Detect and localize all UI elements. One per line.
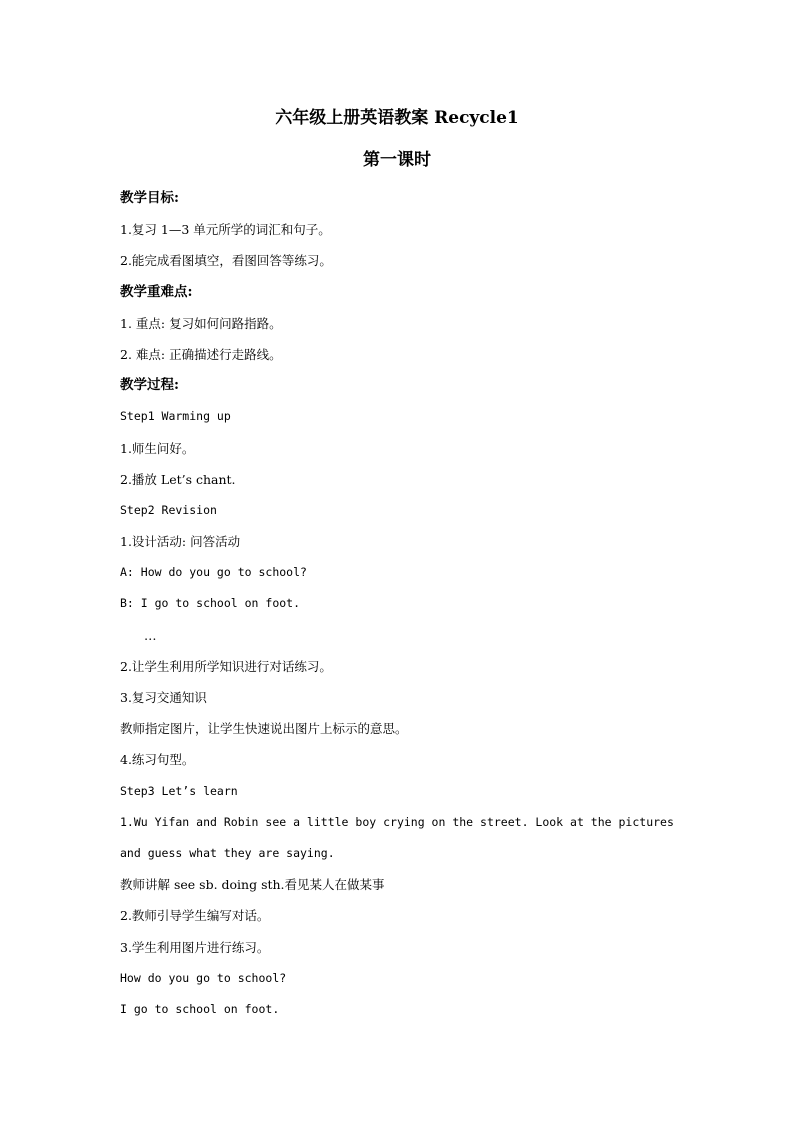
text-line: 1.设计活动: 问答活动 (120, 534, 241, 550)
text-line: 1.师生问好。 (120, 440, 195, 456)
text-line: B: I go to school on foot. (120, 596, 301, 611)
text-line: 教师指定图片，让学生快速说出图片上标示的意思。 (120, 721, 408, 737)
text-line: 教学目标: (120, 190, 179, 206)
text-line: 教学重难点: (120, 283, 193, 300)
text-line: 2. 难点: 正确描述行走路线。 (120, 346, 282, 362)
text-line: 1. 重点: 复习如何问路指路。 (120, 315, 282, 331)
text-line: … (144, 627, 157, 643)
document-body (120, 183, 680, 1025)
text-line: How do you go to school? (120, 970, 287, 985)
text-line: 2.能完成看图填空，看图回答等练习。 (120, 253, 332, 269)
document-subtitle: 第一课时 (363, 150, 431, 170)
text-line: 2.播放 Let’s chant. (120, 471, 236, 487)
text-line: Step2 Revision (120, 502, 217, 517)
text-line: Step3 Let’s learn (120, 783, 238, 798)
text-line: 2.让学生利用所学知识进行对话练习。 (120, 658, 332, 674)
text-line: I go to school on foot. (120, 1001, 280, 1016)
text-line: 教师讲解 see sb. doing sth.看见某人在做某事 (120, 877, 385, 893)
text-line: 3.复习交通知识 (120, 690, 207, 705)
text-line: 1.Wu Yifan and Robin see a little boy crying on the street. Look at the pictures (120, 814, 674, 829)
text-line: A: How do you go to school? (120, 565, 307, 580)
document-title: 六年级上册英语教案 Recycle1 (275, 108, 519, 128)
text-line: 教学过程: (120, 377, 179, 394)
text-line: Step1 Warming up (120, 409, 231, 424)
text-line: 2.教师引导学生编写对话。 (120, 908, 270, 924)
text-line: 3.学生利用图片进行练习。 (120, 939, 270, 955)
text-line: 4.练习句型。 (120, 752, 195, 768)
text-line: 1.复习 1—3 单元所学的词汇和句子。 (120, 222, 331, 238)
text-line: and guess what they are saying. (120, 845, 335, 860)
